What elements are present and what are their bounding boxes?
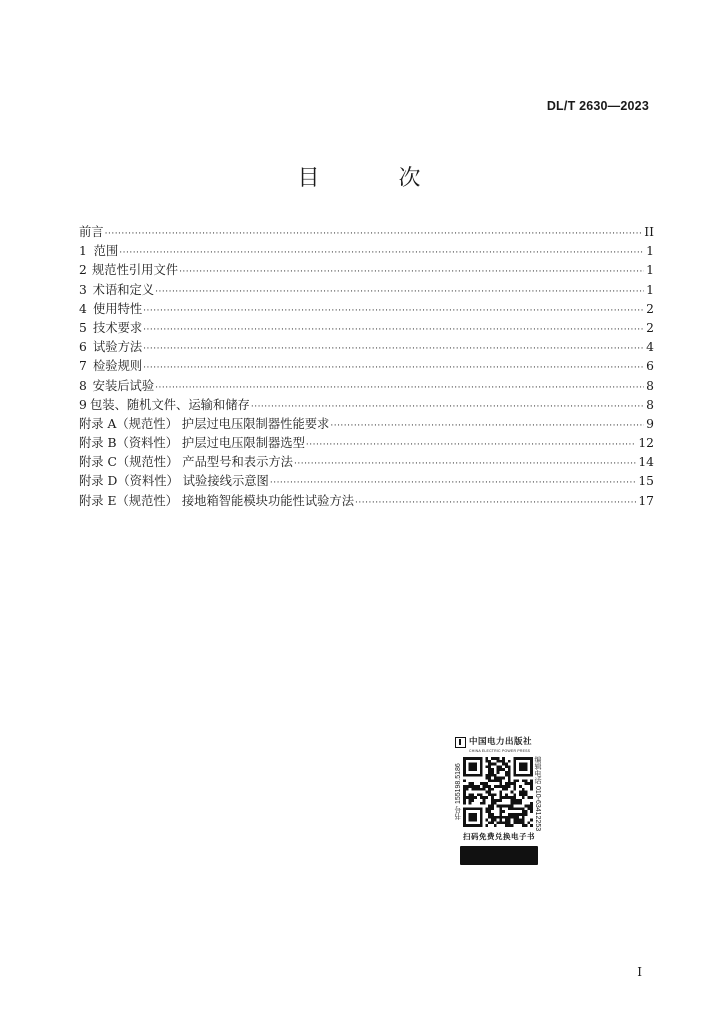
toc-entry-scope[interactable] [79,242,654,261]
dot-leader [143,359,644,378]
toc-entry-text: 附录 B（资料性） 护层过电压限制器选型 [79,436,305,451]
toc-entry-page: 9 [646,416,654,431]
toc-entry-page: 8 [646,397,654,412]
dot-leader [179,263,644,282]
dot-leader [143,321,644,340]
toc-entry-annex-e[interactable] [79,492,654,511]
toc-entry-annex-a[interactable] [79,415,654,434]
dot-leader [294,455,636,474]
toc-entry-annex-d[interactable] [79,472,654,491]
toc-entry-text: 附录 C（规范性） 产品型号和表示方法 [79,455,293,470]
toc-entry-page: 15 [638,474,654,489]
toc-entry-inspection-rules[interactable] [79,357,654,376]
toc-entry-text: 安装后试验 [92,378,155,393]
publisher-mark-icon [455,737,466,748]
toc-entry-page: 4 [646,340,654,355]
toc-entry-number: 1 [79,244,87,259]
page-number: I [637,965,642,979]
dot-leader [143,340,644,359]
toc-entry-number: 8 [79,378,87,393]
toc-entry-page: 2 [646,320,654,335]
toc-entry-page: 1 [646,282,654,297]
dot-leader [330,417,644,436]
toc-entry-text: 附录 D（资料性） 试验接线示意图 [79,474,269,489]
toc-entry-page: 1 [646,263,654,278]
toc-entry-number: 6 [79,340,87,355]
dot-leader [306,436,636,455]
publisher-logo [455,735,543,749]
toc-entry-page: 1 [646,244,654,259]
toc-entry-text: 附录 E（规范性） 接地箱智能模块功能性试验方法 [79,493,355,508]
standard-code: DL/T 2630—2023 [546,99,649,113]
toc-entry-annex-b[interactable] [79,434,654,453]
toc-title: 目 次 [297,166,457,191]
book-number: 书号 155198.5186 [455,763,462,821]
toc-entry-technical-requirements[interactable] [79,319,654,338]
toc-entry-text: 前言 [79,225,104,239]
toc-entry-terms-definitions[interactable] [79,281,654,300]
toc-entry-service-characteristics[interactable] [79,300,654,319]
toc-entry-page: 8 [646,378,654,393]
toc-entry-text: 附录 A（规范性） 护层过电压限制器性能要求 [79,416,330,431]
table-of-contents [79,223,654,511]
scratch-off-code[interactable] [460,846,538,865]
toc-entry-page: II [644,225,654,239]
toc-entry-number: 7 [79,359,87,374]
toc-entry-page: 17 [638,493,654,508]
ebook-qr-panel [455,735,543,865]
dot-leader [143,302,644,321]
toc-entry-text: 技术要求 [92,320,143,335]
toc-entry-number: 3 [79,282,87,297]
toc-entry-packaging-transport-storage[interactable] [79,396,654,415]
toc-entry-text: 试验方法 [92,340,143,355]
toc-entry-number: 9 [79,397,87,412]
toc-entry-number: 2 [79,263,87,278]
toc-entry-text: 范围 [93,244,119,259]
publisher-name: 中国电力出版社 [469,736,533,747]
toc-entry-page: 2 [646,301,654,316]
dot-leader [155,283,644,302]
publisher-name-en: CHINA ELECTRIC POWER PRESS [469,749,531,753]
toc-entry-annex-c[interactable] [79,453,654,472]
toc-entry-text: 使用特性 [92,301,143,316]
dot-leader [119,244,644,263]
toc-entry-page: 14 [638,455,654,470]
toc-entry-number: 5 [79,320,87,335]
toc-entry-normative-references[interactable] [79,261,654,280]
toc-entry-text: 规范性引用文件 [91,263,179,278]
toc-entry-page: 12 [638,436,654,451]
toc-entry-test-methods[interactable] [79,338,654,357]
toc-entry-foreword[interactable] [79,223,654,242]
toc-entry-text: 术语和定义 [92,282,155,297]
dot-leader [105,225,643,244]
sales-phone: 编辑电话 010-63412253 [534,756,541,832]
dot-leader [355,494,636,513]
toc-entry-number: 4 [79,301,87,316]
qr-caption: 扫码免费兑换电子书 [463,832,535,841]
toc-entry-page: 6 [646,359,654,374]
qr-code-icon[interactable] [463,757,533,827]
toc-entry-text: 检验规则 [92,359,143,374]
toc-entry-text: 包装、随机文件、运输和储存 [89,397,250,412]
toc-entry-post-installation-tests[interactable] [79,377,654,396]
